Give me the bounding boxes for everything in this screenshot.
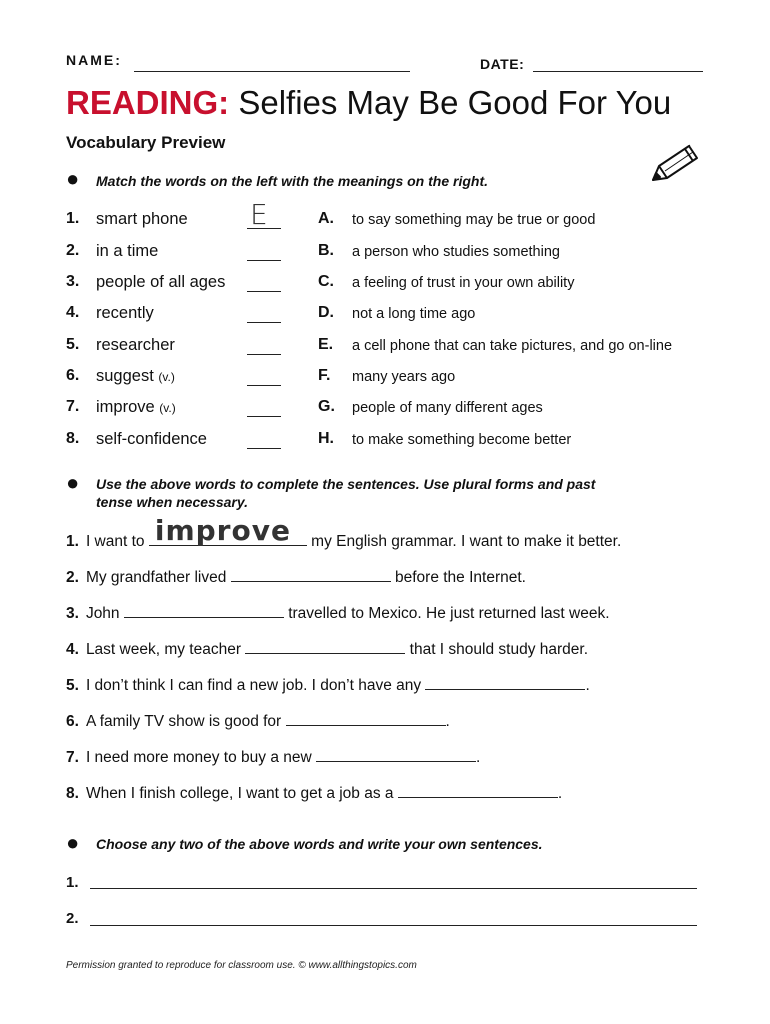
sentence-text-before: A family TV show is good for: [85, 713, 282, 730]
sentence-text-before: When I finish college, I want to get a job as a: [85, 785, 394, 802]
page-title: [66, 84, 671, 122]
vocab-row: [66, 398, 726, 424]
vocab-word-text: self-confidence: [96, 430, 207, 448]
part-of-speech: (v.): [159, 401, 176, 415]
sentence-blank[interactable]: [149, 514, 307, 547]
sentence-blank[interactable]: [398, 783, 558, 798]
vocab-row: [66, 210, 726, 236]
vocab-word: [96, 210, 188, 229]
vocab-word-text: researcher: [96, 336, 175, 354]
meaning-letter: B.: [318, 242, 334, 259]
vocab-word: [96, 398, 176, 417]
own-sentence-number: 2.: [66, 910, 79, 927]
own-instructions: Choose any two of the above words and write your own sentences.: [96, 836, 543, 852]
vocab-number: 4.: [66, 304, 80, 321]
sentence-number: 6.: [66, 713, 79, 730]
sentence-row: [66, 783, 562, 803]
answer-blank[interactable]: [247, 260, 281, 261]
vocab-row: [66, 242, 726, 268]
own-sentence-line[interactable]: [90, 925, 697, 926]
title-prefix: READING:: [66, 84, 230, 121]
sentence-number: 3.: [66, 605, 79, 622]
sentence-text-after: that I should study harder.: [409, 641, 589, 658]
sentence-blank[interactable]: [425, 675, 585, 690]
sentence-text-before: I don’t think I can find a new job. I don’t have any: [85, 677, 422, 694]
section-title: Vocabulary Preview: [66, 133, 226, 152]
vocab-word-text: recently: [96, 304, 154, 322]
sentence-text-before: My grandfather lived: [85, 569, 227, 586]
answer-blank[interactable]: [247, 385, 281, 386]
vocab-row: [66, 273, 726, 299]
vocab-number: 5.: [66, 336, 80, 353]
vocab-word-text: improve: [96, 398, 155, 416]
sentence-blank[interactable]: [231, 567, 391, 582]
own-sentence-number: 1.: [66, 874, 79, 891]
sentence-number: 5.: [66, 677, 79, 694]
handwritten-answer: improve: [154, 514, 291, 547]
sentence-text-after: .: [476, 749, 481, 766]
meaning-text: to say something may be true or good: [352, 212, 596, 228]
vocab-row: [66, 367, 726, 393]
sentence-blank[interactable]: [124, 603, 284, 618]
name-label: NAME:: [66, 52, 122, 68]
sentence-row: [66, 514, 622, 551]
own-sentence-line[interactable]: [90, 888, 697, 889]
answer-blank[interactable]: [247, 416, 281, 417]
sentence-text-before: I need more money to buy a new: [85, 749, 312, 766]
date-label: DATE:: [480, 56, 525, 72]
answer-blank[interactable]: [247, 322, 281, 323]
complete-instructions-line-2: tense when necessary.: [96, 494, 249, 510]
vocab-word-text: in a time: [96, 242, 159, 260]
bullet-icon: ●: [66, 166, 80, 191]
vocab-number: 1.: [66, 210, 80, 227]
meaning-letter: G.: [318, 398, 335, 415]
vocab-word: [96, 242, 158, 261]
sentence-row: [66, 711, 450, 731]
handwritten-answer: E: [250, 198, 268, 231]
vocab-row: [66, 430, 726, 456]
sentence-blank[interactable]: [286, 711, 446, 726]
sentence-row: [66, 603, 610, 623]
answer-blank[interactable]: [247, 291, 281, 292]
vocab-number: 2.: [66, 242, 80, 259]
meaning-text: a feeling of trust in your own ability: [352, 275, 575, 291]
vocab-row: [66, 304, 726, 330]
vocab-number: 3.: [66, 273, 80, 290]
sentence-text-before: Last week, my teacher: [85, 641, 242, 658]
date-line[interactable]: [533, 71, 703, 72]
vocab-number: 6.: [66, 367, 80, 384]
vocab-word: [96, 336, 175, 355]
bullet-icon: ●: [66, 470, 80, 495]
meaning-letter: E.: [318, 336, 334, 353]
sentence-text-after: .: [445, 713, 450, 730]
sentence-text-before: John: [85, 605, 120, 622]
vocab-row: [66, 336, 726, 362]
meaning-text: a cell phone that can take pictures, and go on-line: [352, 338, 673, 354]
sentence-text-before: I want to: [85, 533, 145, 550]
bullet-icon: ●: [66, 830, 80, 855]
footer-permission: Permission granted to reproduce for classroom use. © www.allthingstopics.com: [66, 960, 417, 971]
meaning-letter: H.: [318, 430, 334, 447]
vocab-word: [96, 273, 225, 292]
meaning-text: not a long time ago: [352, 306, 476, 322]
meaning-text: people of many different ages: [352, 400, 543, 416]
answer-blank[interactable]: [247, 354, 281, 355]
sentence-number: 1.: [66, 533, 79, 550]
meaning-letter: A.: [318, 210, 334, 227]
meaning-text: a person who studies something: [352, 244, 560, 260]
sentence-blank[interactable]: [245, 639, 405, 654]
complete-instructions-line-1: Use the above words to complete the sentences. Use plural forms and past: [96, 476, 596, 492]
match-instructions: Match the words on the left with the meanings on the right.: [96, 173, 489, 189]
sentence-text-after: before the Internet.: [395, 569, 526, 586]
name-line[interactable]: [134, 71, 410, 72]
sentence-number: 7.: [66, 749, 79, 766]
vocab-word: [96, 430, 207, 449]
sentence-row: [66, 567, 526, 587]
meaning-letter: F.: [318, 367, 331, 384]
meaning-text: to make something become better: [352, 432, 572, 448]
sentence-row: [66, 639, 588, 659]
vocab-word: [96, 304, 154, 323]
vocab-number: 7.: [66, 398, 80, 415]
meaning-text: many years ago: [352, 369, 456, 385]
sentence-text-after: .: [585, 677, 590, 694]
vocab-word-text: people of all ages: [96, 273, 226, 291]
sentence-row: [66, 675, 590, 695]
vocab-word: [96, 367, 175, 386]
sentence-number: 4.: [66, 641, 79, 658]
sentence-number: 2.: [66, 569, 79, 586]
part-of-speech: (v.): [158, 370, 175, 384]
answer-blank[interactable]: [247, 448, 281, 449]
pencil-icon: [645, 140, 701, 191]
sentence-number: 8.: [66, 785, 79, 802]
vocab-number: 8.: [66, 430, 80, 447]
sentence-text-after: my English grammar. I want to make it better.: [311, 533, 622, 550]
meaning-letter: C.: [318, 273, 334, 290]
title-text: Selfies May Be Good For You: [238, 84, 672, 121]
vocab-word-text: suggest: [96, 367, 154, 385]
vocab-word-text: smart phone: [96, 210, 188, 228]
sentence-text-after: travelled to Mexico. He just returned last week.: [288, 605, 610, 622]
sentence-blank[interactable]: [316, 747, 476, 762]
sentence-text-after: .: [557, 785, 563, 802]
meaning-letter: D.: [318, 304, 334, 321]
sentence-row: [66, 747, 480, 767]
